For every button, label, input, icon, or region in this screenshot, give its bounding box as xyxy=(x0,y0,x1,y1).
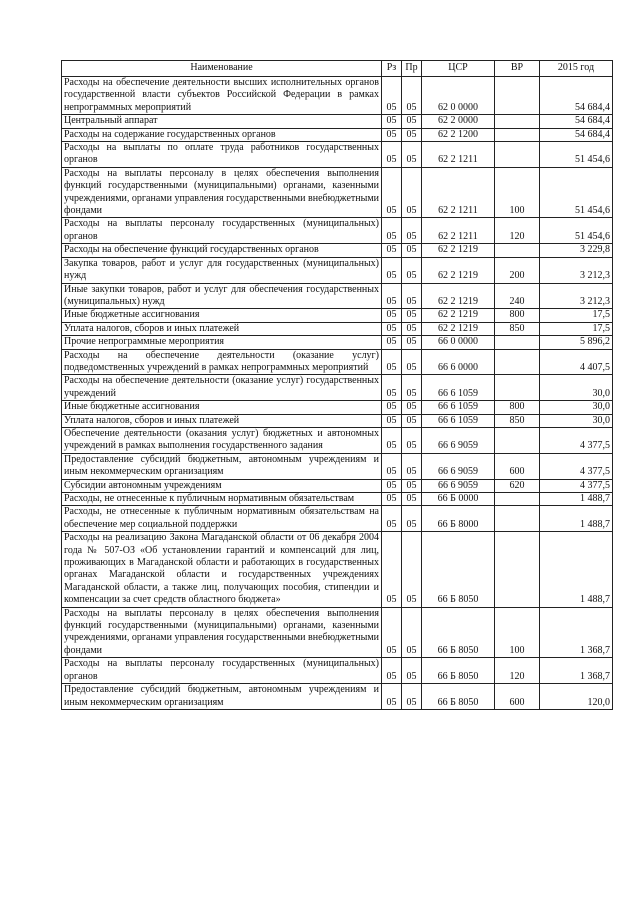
row-amount: 1 488,7 xyxy=(540,493,613,506)
row-pr: 05 xyxy=(402,336,422,349)
header-name: Наименование xyxy=(62,61,382,77)
row-name: Субсидии автономным учреждениям xyxy=(62,479,382,492)
row-pr: 05 xyxy=(402,684,422,710)
row-csr: 62 2 1211 xyxy=(422,167,495,218)
row-pr: 05 xyxy=(402,349,422,375)
row-amount: 4 377,5 xyxy=(540,479,613,492)
row-rz: 05 xyxy=(382,336,402,349)
row-rz: 05 xyxy=(382,309,402,322)
row-vr: 100 xyxy=(495,167,540,218)
row-rz: 05 xyxy=(382,493,402,506)
row-pr: 05 xyxy=(402,322,422,335)
row-amount: 3 212,3 xyxy=(540,257,613,283)
row-vr xyxy=(495,532,540,607)
row-vr: 600 xyxy=(495,684,540,710)
row-csr: 62 2 1219 xyxy=(422,322,495,335)
row-amount: 30,0 xyxy=(540,375,613,401)
table-row xyxy=(62,684,613,710)
row-name: Расходы на обеспечение функций государственных органов xyxy=(62,244,382,257)
row-amount: 1 368,7 xyxy=(540,658,613,684)
row-vr xyxy=(495,493,540,506)
row-csr: 66 6 9059 xyxy=(422,427,495,453)
row-pr: 05 xyxy=(402,128,422,141)
row-pr: 05 xyxy=(402,401,422,414)
table-row xyxy=(62,322,613,335)
row-amount: 54 684,4 xyxy=(540,77,613,115)
row-amount: 5 896,2 xyxy=(540,336,613,349)
row-pr: 05 xyxy=(402,244,422,257)
row-csr: 62 0 0000 xyxy=(422,77,495,115)
row-vr: 120 xyxy=(495,218,540,244)
table-row xyxy=(62,128,613,141)
table-row xyxy=(62,142,613,168)
row-rz: 05 xyxy=(382,414,402,427)
row-pr: 05 xyxy=(402,479,422,492)
row-name: Расходы на выплаты по оплате труда работников государственных органов xyxy=(62,142,382,168)
table-row xyxy=(62,115,613,128)
row-amount: 3 229,8 xyxy=(540,244,613,257)
header-rz: Рз xyxy=(382,61,402,77)
row-amount: 1 368,7 xyxy=(540,607,613,658)
table-row xyxy=(62,77,613,115)
row-csr: 66 Б 0000 xyxy=(422,493,495,506)
row-vr xyxy=(495,115,540,128)
row-pr: 05 xyxy=(402,493,422,506)
row-name: Расходы на обеспечение деятельности (оказание услуг) государственных учреждений xyxy=(62,375,382,401)
budget-table xyxy=(61,60,613,710)
row-amount: 17,5 xyxy=(540,322,613,335)
row-pr: 05 xyxy=(402,607,422,658)
row-rz: 05 xyxy=(382,375,402,401)
row-pr: 05 xyxy=(402,414,422,427)
row-pr: 05 xyxy=(402,427,422,453)
row-rz: 05 xyxy=(382,453,402,479)
row-rz: 05 xyxy=(382,322,402,335)
row-pr: 05 xyxy=(402,77,422,115)
row-rz: 05 xyxy=(382,142,402,168)
row-amount: 54 684,4 xyxy=(540,128,613,141)
table-row xyxy=(62,479,613,492)
table-row xyxy=(62,336,613,349)
row-pr: 05 xyxy=(402,453,422,479)
row-csr: 66 Б 8050 xyxy=(422,684,495,710)
table-row xyxy=(62,414,613,427)
row-name: Расходы на реализацию Закона Магаданской области от 06 декабря 2004 года № 507-ОЗ «Об установлении гарантий и компенсаций для лиц, проживающих в Магаданской области и работающих в государственных органах Магаданской области и государственных учреждениях Магаданской области, а также лиц, получающих пособия, стипендии и компенсации за счет средств областного бюджета» xyxy=(62,532,382,607)
row-pr: 05 xyxy=(402,167,422,218)
row-name: Предоставление субсидий бюджетным, автономным учреждениям и иным некоммерческим организациям xyxy=(62,453,382,479)
row-amount: 51 454,6 xyxy=(540,142,613,168)
table-row xyxy=(62,283,613,309)
row-csr: 66 6 9059 xyxy=(422,453,495,479)
row-amount: 120,0 xyxy=(540,684,613,710)
row-vr xyxy=(495,336,540,349)
row-name: Иные бюджетные ассигнования xyxy=(62,401,382,414)
row-vr xyxy=(495,128,540,141)
document-page xyxy=(61,60,612,710)
row-vr: 620 xyxy=(495,479,540,492)
row-name: Расходы на обеспечение деятельности высших исполнительных органов государственной власти субъектов Российской Федерации в рамках непрограммных мероприятий xyxy=(62,77,382,115)
row-pr: 05 xyxy=(402,115,422,128)
row-csr: 66 6 0000 xyxy=(422,349,495,375)
row-rz: 05 xyxy=(382,128,402,141)
row-name: Расходы на выплаты персоналу в целях обеспечения выполнения функций государственными (муниципальными) органами, казенными учреждениями, органами управления государственными внебюджетными фондами xyxy=(62,167,382,218)
row-vr xyxy=(495,349,540,375)
row-name: Обеспечение деятельности (оказания услуг) бюджетных и автономных учреждений в рамках выполнения государственного задания xyxy=(62,427,382,453)
row-csr: 66 6 1059 xyxy=(422,375,495,401)
row-rz: 05 xyxy=(382,479,402,492)
row-vr xyxy=(495,77,540,115)
row-csr: 66 Б 8000 xyxy=(422,506,495,532)
row-vr xyxy=(495,506,540,532)
row-amount: 17,5 xyxy=(540,309,613,322)
table-row xyxy=(62,658,613,684)
table-row xyxy=(62,532,613,607)
row-rz: 05 xyxy=(382,506,402,532)
header-vr: ВР xyxy=(495,61,540,77)
row-csr: 66 Б 8050 xyxy=(422,658,495,684)
row-csr: 62 2 1219 xyxy=(422,309,495,322)
row-rz: 05 xyxy=(382,283,402,309)
table-row xyxy=(62,506,613,532)
row-name: Расходы на выплаты персоналу в целях обеспечения выполнения функций государственными (муниципальными) органами, казенными учреждениями, органами управления государственными внебюджетными фондами xyxy=(62,607,382,658)
row-name: Расходы на содержание государственных органов xyxy=(62,128,382,141)
row-pr: 05 xyxy=(402,506,422,532)
row-name: Предоставление субсидий бюджетным, автономным учреждениям и иным некоммерческим организациям xyxy=(62,684,382,710)
row-pr: 05 xyxy=(402,142,422,168)
table-row xyxy=(62,244,613,257)
row-rz: 05 xyxy=(382,607,402,658)
row-pr: 05 xyxy=(402,375,422,401)
row-rz: 05 xyxy=(382,658,402,684)
row-pr: 05 xyxy=(402,658,422,684)
row-rz: 05 xyxy=(382,427,402,453)
row-name: Расходы на выплаты персоналу государственных (муниципальных) органов xyxy=(62,218,382,244)
row-vr xyxy=(495,244,540,257)
row-rz: 05 xyxy=(382,532,402,607)
table-row xyxy=(62,349,613,375)
table-row xyxy=(62,607,613,658)
table-row xyxy=(62,453,613,479)
table-row xyxy=(62,167,613,218)
row-name: Прочие непрограммные мероприятия xyxy=(62,336,382,349)
row-csr: 62 2 1211 xyxy=(422,218,495,244)
row-vr: 850 xyxy=(495,322,540,335)
row-vr xyxy=(495,427,540,453)
row-name: Расходы на обеспечение деятельности (оказание услуг) подведомственных учреждений в рамках непрограммных мероприятий xyxy=(62,349,382,375)
row-amount: 54 684,4 xyxy=(540,115,613,128)
header-year: 2015 год xyxy=(540,61,613,77)
row-csr: 62 2 1211 xyxy=(422,142,495,168)
row-rz: 05 xyxy=(382,684,402,710)
row-csr: 66 0 0000 xyxy=(422,336,495,349)
table-row xyxy=(62,401,613,414)
row-amount: 1 488,7 xyxy=(540,532,613,607)
row-vr xyxy=(495,142,540,168)
row-rz: 05 xyxy=(382,167,402,218)
row-csr: 62 2 1200 xyxy=(422,128,495,141)
row-name: Расходы, не отнесенные к публичным нормативным обязательствам на обеспечение мер социальной поддержки xyxy=(62,506,382,532)
table-row xyxy=(62,493,613,506)
row-vr: 600 xyxy=(495,453,540,479)
row-amount: 51 454,6 xyxy=(540,218,613,244)
row-amount: 1 488,7 xyxy=(540,506,613,532)
row-pr: 05 xyxy=(402,257,422,283)
row-rz: 05 xyxy=(382,244,402,257)
table-row xyxy=(62,257,613,283)
row-vr: 240 xyxy=(495,283,540,309)
row-rz: 05 xyxy=(382,349,402,375)
row-rz: 05 xyxy=(382,218,402,244)
row-amount: 51 454,6 xyxy=(540,167,613,218)
row-csr: 62 2 0000 xyxy=(422,115,495,128)
row-pr: 05 xyxy=(402,309,422,322)
row-amount: 3 212,3 xyxy=(540,283,613,309)
row-name: Закупка товаров, работ и услуг для государственных (муниципальных) нужд xyxy=(62,257,382,283)
row-csr: 62 2 1219 xyxy=(422,257,495,283)
row-name: Уплата налогов, сборов и иных платежей xyxy=(62,414,382,427)
row-name: Центральный аппарат xyxy=(62,115,382,128)
row-pr: 05 xyxy=(402,283,422,309)
row-csr: 62 2 1219 xyxy=(422,283,495,309)
header-csr: ЦСР xyxy=(422,61,495,77)
row-pr: 05 xyxy=(402,218,422,244)
row-rz: 05 xyxy=(382,257,402,283)
row-vr: 120 xyxy=(495,658,540,684)
row-name: Иные бюджетные ассигнования xyxy=(62,309,382,322)
row-csr: 62 2 1219 xyxy=(422,244,495,257)
row-rz: 05 xyxy=(382,77,402,115)
row-vr: 800 xyxy=(495,401,540,414)
row-amount: 4 377,5 xyxy=(540,427,613,453)
row-pr: 05 xyxy=(402,532,422,607)
row-vr: 200 xyxy=(495,257,540,283)
row-csr: 66 6 9059 xyxy=(422,479,495,492)
row-csr: 66 Б 8050 xyxy=(422,532,495,607)
row-vr xyxy=(495,375,540,401)
table-row xyxy=(62,218,613,244)
row-rz: 05 xyxy=(382,401,402,414)
table-row xyxy=(62,375,613,401)
row-name: Расходы, не отнесенные к публичным нормативным обязательствам xyxy=(62,493,382,506)
table-header-row xyxy=(62,61,613,77)
row-name: Иные закупки товаров, работ и услуг для обеспечения государственных (муниципальных) нужд xyxy=(62,283,382,309)
table-row xyxy=(62,309,613,322)
header-pr: Пр xyxy=(402,61,422,77)
row-csr: 66 Б 8050 xyxy=(422,607,495,658)
row-amount: 30,0 xyxy=(540,414,613,427)
table-row xyxy=(62,427,613,453)
row-name: Расходы на выплаты персоналу государственных (муниципальных) органов xyxy=(62,658,382,684)
row-amount: 4 377,5 xyxy=(540,453,613,479)
row-vr: 100 xyxy=(495,607,540,658)
row-amount: 4 407,5 xyxy=(540,349,613,375)
row-vr: 800 xyxy=(495,309,540,322)
row-csr: 66 6 1059 xyxy=(422,401,495,414)
row-rz: 05 xyxy=(382,115,402,128)
row-name: Уплата налогов, сборов и иных платежей xyxy=(62,322,382,335)
row-csr: 66 6 1059 xyxy=(422,414,495,427)
row-vr: 850 xyxy=(495,414,540,427)
table-body xyxy=(62,77,613,710)
row-amount: 30,0 xyxy=(540,401,613,414)
